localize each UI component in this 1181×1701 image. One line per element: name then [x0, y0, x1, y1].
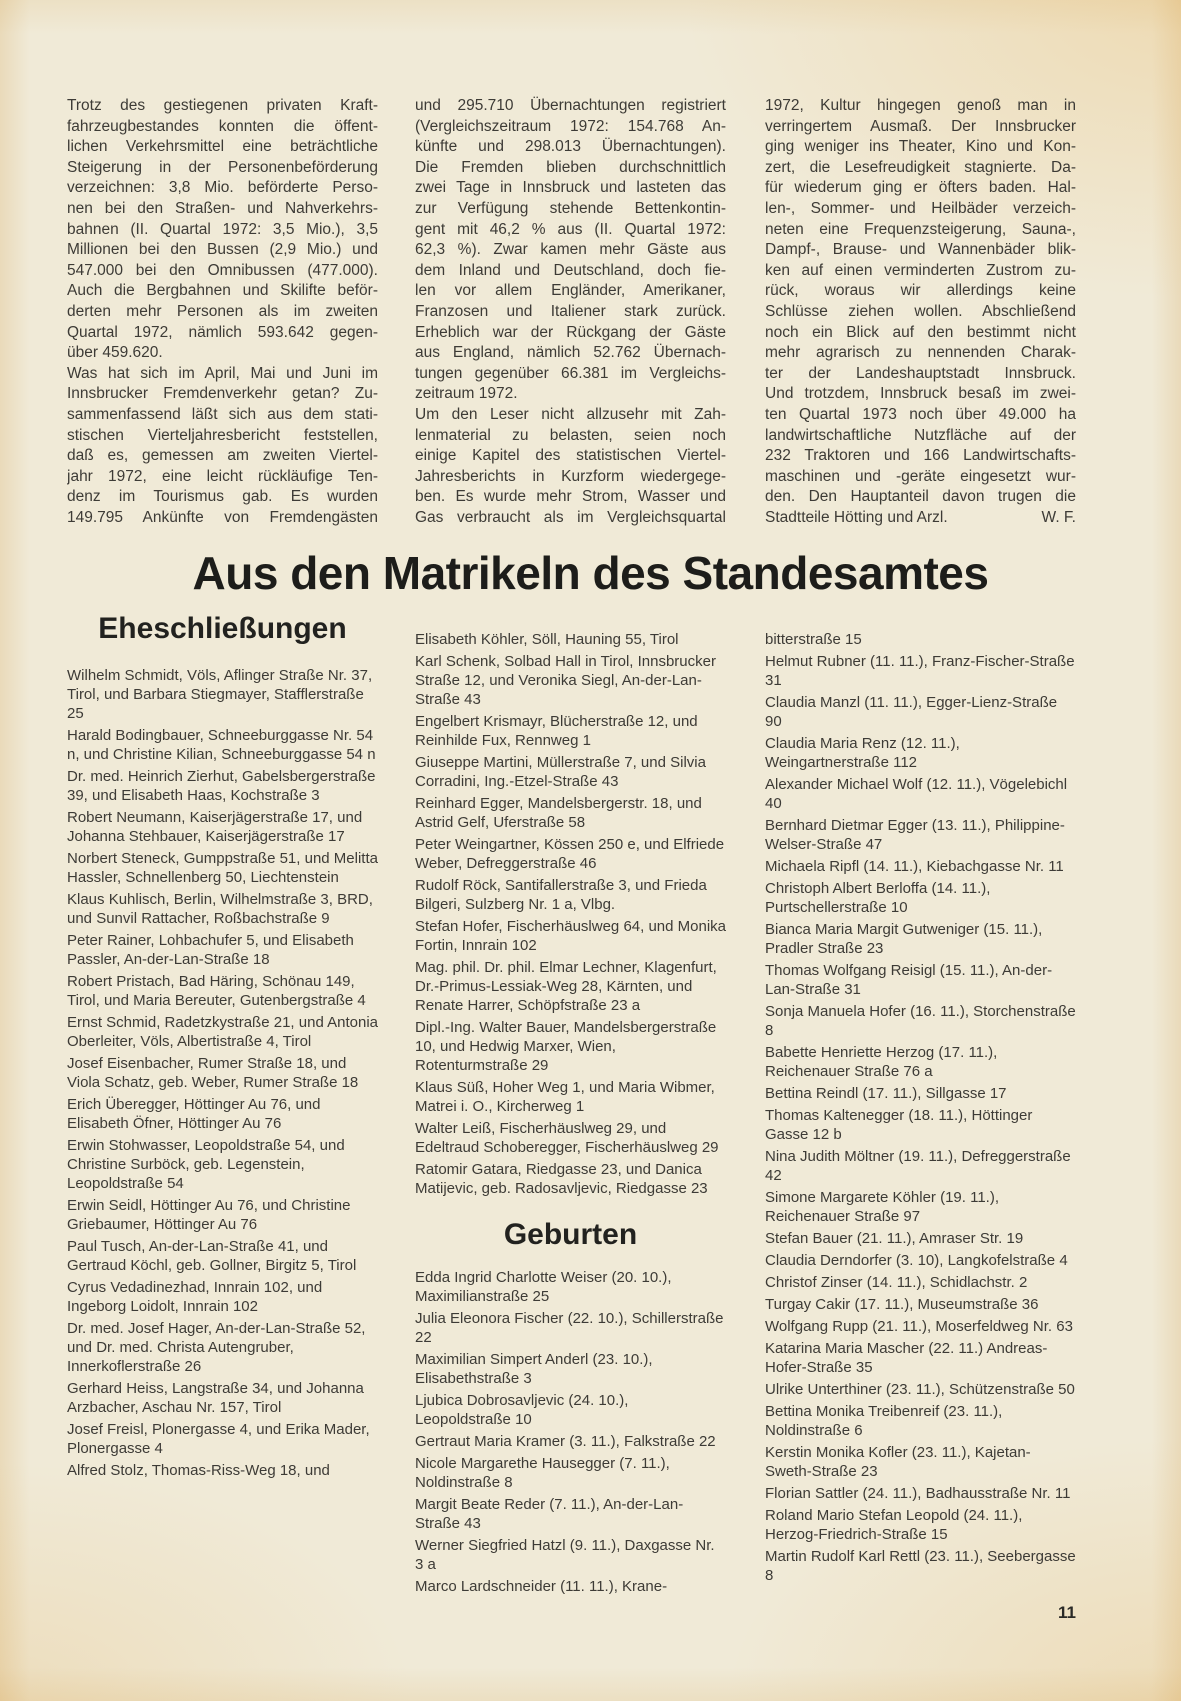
article-column-1	[67, 96, 378, 528]
marriage-entry: Norbert Steneck, Gumppstraße 51, und Melitta Hassler, Schnellenberg 50, Liechtenstein	[67, 850, 378, 886]
article-line: tungen gegenüber 66.381 im Vergleichs-	[415, 364, 726, 382]
marriage-entry: Elisabeth Köhler, Söll, Hauning 55, Tirol	[415, 631, 679, 648]
marriage-entry: Paul Tusch, An-der-Lan-Straße 41, und Gertraud Köchl, geb. Gollner, Birgitz 5, Tirol	[67, 1238, 357, 1274]
article-line: Und trotzdem, Innsbruck besaß im zwei-	[765, 385, 1076, 403]
marriage-entry: Wilhelm Schmidt, Völs, Aflinger Straße Nr. 37, Tirol, und Barbara Stiegmayer, Stafflerstraße 25	[67, 667, 373, 722]
article-line: denz im Tourismus gab. Es wurden	[67, 488, 378, 506]
births-heading: Geburten	[503, 1218, 638, 1251]
article-line: landwirtschaftliche Nutzfläche auf der	[765, 426, 1076, 444]
article-line: 1972, Kultur hingegen genoß man in	[765, 97, 1076, 114]
birth-entry: Christoph Albert Berloffa (14. 11.), Purtschellerstraße 10	[765, 880, 991, 916]
article-line: mehr agrarisch zu nennenden Charak-	[765, 344, 1076, 362]
article-line: zur Verfügung stehende Bettenkontin-	[415, 199, 726, 217]
article-line: Millionen bei den Bussen (2,9 Mio.) und	[67, 241, 378, 259]
birth-entry: Alexander Michael Wolf (12. 11.), Vögelebichl 40	[765, 776, 1068, 812]
birth-entry: Bettina Monika Treibenreif (23. 11.), Noldinstraße 6	[765, 1403, 1003, 1439]
birth-entry: Michaela Ripfl (14. 11.), Kiebachgasse Nr. 11	[765, 858, 1064, 875]
marriage-entry: Peter Rainer, Lohbachufer 5, und Elisabeth Passler, An-der-Lan-Straße 18	[67, 932, 354, 968]
birth-entry: Sonja Manuela Hofer (16. 11.), Storchenstraße 8	[765, 1003, 1076, 1039]
birth-entry: Werner Siegfried Hatzl (9. 11.), Daxgasse Nr. 3 a	[415, 1537, 715, 1573]
birth-entry: Stefan Bauer (21. 11.), Amraser Str. 19	[765, 1230, 1024, 1247]
birth-entry: Edda Ingrid Charlotte Weiser (20. 10.), Maximilianstraße 25	[415, 1269, 672, 1305]
birth-entry: Katarina Maria Mascher (22. 11.) Andreas-Hofer-Straße 35	[765, 1340, 1048, 1376]
marriage-entry: Erwin Stohwasser, Leopoldstraße 54, und Christine Surböck, geb. Legenstein, Leopoldstraße 54	[67, 1137, 345, 1192]
article-line: stischen Vierteljahresbericht feststellen,	[67, 426, 378, 444]
marriage-entry: Alfred Stolz, Thomas-Riss-Weg 18, und	[67, 1462, 330, 1479]
birth-entry: Christof Zinser (14. 11.), Schidlachstr. 2	[765, 1274, 1028, 1291]
article-line: ken auf einen verminderten Zustrom zu-	[765, 261, 1076, 279]
marriage-entry: Ratomir Gatara, Riedgasse 23, und Danica Matijevic, geb. Radosavljevic, Riedgasse 23	[415, 1161, 708, 1197]
article-line: 232 Traktoren und 166 Landwirtschafts-	[765, 447, 1076, 465]
article-line: maschinen und -geräte eingesetzt wur-	[765, 467, 1076, 485]
birth-entry: Nina Judith Möltner (19. 11.), Defreggerstraße 42	[765, 1148, 1071, 1184]
birth-entry: Claudia Derndorfer (3. 10), Langkofelstraße 4	[765, 1252, 1068, 1269]
registry-column-2	[415, 630, 726, 1599]
article-line: 62,3 %). Zwar kamen mehr Gäste aus	[415, 241, 726, 259]
birth-entry: bitterstraße 15	[765, 631, 862, 648]
section-headline: Aus den Matrikeln des Standesamtes	[192, 547, 989, 599]
article-line: derten mehr Personen als im zweiten	[67, 302, 378, 320]
marriage-entry: Walter Leiß, Fischerhäuslweg 29, und Edeltraud Schoberegger, Fischerhäuslweg 29	[415, 1120, 719, 1156]
article-line: und 295.710 Übernachtungen registriert	[415, 97, 726, 114]
page-number: 11	[1058, 1603, 1076, 1622]
article-line: ging weniger ins Theater, Kino und Kon-	[765, 138, 1076, 156]
marriages-list-part1	[67, 666, 378, 1480]
signature-line	[765, 508, 1076, 529]
marriage-entry: Stefan Hofer, Fischerhäuslweg 64, und Monika Fortin, Innrain 102	[415, 918, 727, 954]
marriage-entry: Mag. phil. Dr. phil. Elmar Lechner, Klagenfurt, Dr.-Primus-Lessiak-Weg 28, Kärnten, und Renate Harrer, Schöpfstraße 23 a	[415, 959, 717, 1014]
article-line: ben. Es wurde mehr Strom, Wasser und	[415, 488, 726, 506]
marriage-entry: Dipl.-Ing. Walter Bauer, Mandelsbergerstraße 10, und Hedwig Marxer, Wien, Rotenturmstraße 29	[415, 1019, 717, 1074]
article-line: Um den Leser nicht allzusehr mit Zah-	[415, 405, 726, 423]
article-line: Jahresberichts in Kurzform wiedergege-	[415, 467, 726, 485]
article-line: noch ein Blick auf den bestimmt nicht	[765, 323, 1076, 341]
article-line: (Vergleichszeitraum 1972: 154.768 An-	[415, 117, 726, 135]
birth-entry: Bettina Reindl (17. 11.), Sillgasse 17	[765, 1085, 1007, 1102]
marriage-entry: Josef Freisl, Plonergasse 4, und Erika Mader, Plonergasse 4	[67, 1421, 370, 1457]
marriage-entry: Cyrus Vedadinezhad, Innrain 102, und Ingeborg Loidolt, Innrain 102	[67, 1279, 323, 1315]
marriage-entry: Ernst Schmid, Radetzkystraße 21, und Antonia Oberleiter, Völs, Albertistraße 4, Tirol	[67, 1014, 378, 1050]
article-line: 149.795 Ankünfte von Fremdengästen	[67, 508, 378, 526]
marriage-entry: Erwin Seidl, Höttinger Au 76, und Christine Griebaumer, Höttinger Au 76	[67, 1197, 351, 1233]
article-line: lichen Verkehrsmittel eine beträchtliche	[67, 138, 378, 156]
marriage-entry: Gerhard Heiss, Langstraße 34, und Johanna Arzbacher, Aschau Nr. 157, Tirol	[67, 1380, 364, 1416]
article-line: aus England, nämlich 52.762 Übernach-	[415, 344, 726, 362]
birth-entry: Nicole Margarethe Hausegger (7. 11.), Noldinstraße 8	[415, 1455, 670, 1491]
article-line: jahr 1972, eine leicht rückläufige Ten-	[67, 467, 378, 485]
article-line: dem Inland und Deutschland, doch fie-	[415, 261, 726, 279]
article-line: einige Kapitel des statistischen Viertel-	[415, 447, 726, 465]
birth-entry: Bernhard Dietmar Egger (13. 11.), Philippine-Welser-Straße 47	[765, 817, 1065, 853]
article-line: lenmaterial zu belasten, seien noch	[415, 426, 726, 444]
article-line: daß es, gemessen am zweiten Viertel-	[67, 447, 378, 465]
birth-entry: Julia Eleonora Fischer (22. 10.), Schillerstraße 22	[415, 1310, 724, 1346]
signature-text: Stadtteile Hötting und Arzl.	[765, 508, 948, 526]
article-line: ter der Landeshauptstadt Innsbruck.	[765, 364, 1076, 382]
article-line: rück, woraus wir allerdings keine	[765, 282, 1076, 300]
article-line: Gas verbraucht als im Vergleichsquartal	[415, 508, 726, 526]
birth-entry: Kerstin Monika Kofler (23. 11.), Kajetan-Sweth-Straße 23	[765, 1444, 1031, 1480]
article-line: Auch die Bergbahnen und Skilifte beför-	[67, 282, 378, 300]
marriage-entry: Erich Überegger, Höttinger Au 76, und Elisabeth Öfner, Höttinger Au 76	[67, 1096, 321, 1132]
birth-entry: Helmut Rubner (11. 11.), Franz-Fischer-Straße 31	[765, 653, 1075, 689]
marriage-entry: Josef Eisenbacher, Rumer Straße 18, und Viola Schatz, geb. Weber, Rumer Straße 18	[67, 1055, 359, 1091]
marriages-list-part2	[415, 630, 726, 1198]
article-line: Schlüsse ziehen wollen. Abschließend	[765, 302, 1076, 320]
article-line: verringertem Ausmaß. Der Innsbrucker	[765, 117, 1076, 135]
article-line: über 459.620.	[67, 344, 163, 362]
marriage-entry: Peter Weingartner, Kössen 250 e, und Elfriede Weber, Defreggerstraße 46	[415, 836, 725, 872]
births-list-part1	[415, 1268, 726, 1596]
marriage-entry: Dr. med. Heinrich Zierhut, Gabelsbergerstraße 39, und Elisabeth Haas, Kochstraße 3	[67, 768, 376, 804]
article-line: 547.000 bei den Omnibussen (477.000).	[67, 261, 378, 279]
marriage-entry: Rudolf Röck, Santifallerstraße 3, und Frieda Bilgeri, Sulzberg Nr. 1 a, Vlbg.	[415, 877, 707, 913]
article-line: Quartal 1972, nämlich 593.642 gegen-	[67, 323, 378, 341]
birth-entry: Maximilian Simpert Anderl (23. 10.), Elisabethstraße 3	[415, 1351, 653, 1387]
birth-entry: Claudia Manzl (11. 11.), Egger-Lienz-Straße 90	[765, 694, 1058, 730]
birth-entry: Wolfgang Rupp (21. 11.), Moserfeldweg Nr. 63	[765, 1318, 1073, 1335]
article-line: künfte und 298.013 Übernachtungen).	[415, 138, 726, 156]
birth-entry: Gertraut Maria Kramer (3. 11.), Falkstraße 22	[415, 1433, 716, 1450]
article-line: sammenfassend läßt sich aus dem stati-	[67, 405, 378, 423]
birth-entry: Roland Mario Stefan Leopold (24. 11.), Herzog-Friedrich-Straße 15	[765, 1507, 1023, 1543]
author-initials: W. F.	[1041, 508, 1076, 526]
marriage-entry: Karl Schenk, Solbad Hall in Tirol, Innsbrucker Straße 12, und Veronika Siegl, An-der-Lan-Straße 43	[415, 653, 716, 708]
birth-entry: Ljubica Dobrosavljevic (24. 10.), Leopoldstraße 10	[415, 1392, 629, 1428]
marriage-entry: Reinhard Egger, Mandelsbergerstr. 18, und Astrid Gelf, Uferstraße 58	[415, 795, 702, 831]
article-column-3	[765, 96, 1076, 528]
marriages-heading: Eheschließungen	[98, 612, 347, 645]
article-line: Steigerung in der Personenbeförderung	[67, 158, 378, 176]
marriage-entry: Harald Bodingbauer, Schneeburggasse Nr. 54 n, und Christine Kilian, Schneeburggasse 54 n	[67, 727, 376, 763]
birth-entry: Claudia Maria Renz (12. 11.), Weingartnerstraße 112	[765, 735, 960, 771]
article-line: verzeichnen: 3,8 Mio. beförderte Perso-	[67, 179, 378, 197]
marriage-entry: Klaus Kuhlisch, Berlin, Wilhelmstraße 3, BRD, und Sunvil Rattacher, Roßbachstraße 9	[67, 891, 373, 927]
birth-entry: Margit Beate Reder (7. 11.), An-der-Lan-Straße 43	[415, 1496, 684, 1532]
article-line: den. Den Hauptanteil davon trugen die	[765, 488, 1076, 506]
article-line: Dampf-, Brause- und Wannenbäder blik-	[765, 241, 1076, 259]
marriage-entry: Klaus Süß, Hoher Weg 1, und Maria Wibmer, Matrei i. O., Kircherweg 1	[415, 1079, 715, 1115]
article-column-2	[415, 96, 726, 528]
marriage-entry: Robert Pristach, Bad Häring, Schönau 149, Tirol, und Maria Bereuter, Gutenbergstraße 4	[67, 973, 366, 1009]
marriage-entry: Dr. med. Josef Hager, An-der-Lan-Straße 52, und Dr. med. Christa Autengruber, Innerkoflerstraße 26	[67, 1320, 366, 1375]
article-line: bahnen (II. Quartal 1972: 3,5 Mio.), 3,5	[67, 220, 378, 238]
article-line: zeitraum 1972.	[415, 385, 518, 403]
article-line: zwei Tage in Innsbruck und lasteten das	[415, 179, 726, 197]
birth-entry: Marco Lardschneider (11. 11.), Krane-	[415, 1578, 668, 1595]
article-line: len-, Sommer- und Heilbäder verzeich-	[765, 199, 1076, 217]
article-line: Franzosen und Italiener stark zurück.	[415, 302, 726, 320]
article-line: neten eine Frequenzsteigerung, Sauna-,	[765, 220, 1076, 238]
birth-entry: Simone Margarete Köhler (19. 11.), Reichenauer Straße 97	[765, 1189, 1000, 1225]
article-line: nen bei den Straßen- und Nahverkehrs-	[67, 199, 378, 217]
article-line: Innsbrucker Fremdenverkehr getan? Zu-	[67, 385, 378, 403]
article-line: für wiederum ging er öfters baden. Hal-	[765, 179, 1076, 197]
registry-column-1	[67, 612, 378, 1483]
birth-entry: Florian Sattler (24. 11.), Badhausstraße Nr. 11	[765, 1485, 1071, 1502]
marriage-entry: Robert Neumann, Kaiserjägerstraße 17, und Johanna Stehbauer, Kaiserjägerstraße 17	[67, 809, 363, 845]
birth-entry: Babette Henriette Herzog (17. 11.), Reichenauer Straße 76 a	[765, 1044, 998, 1080]
birth-entry: Thomas Kaltenegger (18. 11.), Höttinger Gasse 12 b	[765, 1107, 1033, 1143]
article-line: ten Quartal 1973 noch über 49.000 ha	[765, 405, 1076, 423]
article-line: gent mit 46,2 % aus (II. Quartal 1972:	[415, 220, 726, 238]
marriage-entry: Engelbert Krismayr, Blücherstraße 12, und Reinhilde Fux, Rennweg 1	[415, 713, 698, 749]
article-line: Was hat sich im April, Mai und Juni im	[67, 364, 378, 382]
article-line: len vor allem Engländer, Amerikaner,	[415, 282, 726, 300]
births-list-part2	[765, 630, 1076, 1585]
article-line: Die Fremden blieben durchschnittlich	[415, 158, 726, 176]
birth-entry: Bianca Maria Margit Gutweniger (15. 11.), Pradler Straße 23	[765, 921, 1043, 957]
article-line: Erheblich war der Rückgang der Gäste	[415, 323, 726, 341]
registry-column-3	[765, 630, 1076, 1588]
article-line: fahrzeugbestandes konnten die öffent-	[67, 117, 378, 135]
birth-entry: Martin Rudolf Karl Rettl (23. 11.), Seebergasse 8	[765, 1548, 1076, 1584]
birth-entry: Turgay Cakir (17. 11.), Museumstraße 36	[765, 1296, 1039, 1313]
marriage-entry: Giuseppe Martini, Müllerstraße 7, und Silvia Corradini, Ing.-Etzel-Straße 43	[415, 754, 706, 790]
article-line: zert, die Lesefreudigkeit stagnierte. Da-	[765, 158, 1076, 176]
birth-entry: Ulrike Unterthiner (23. 11.), Schützenstraße 50	[765, 1381, 1075, 1398]
birth-entry: Thomas Wolfgang Reisigl (15. 11.), An-der-Lan-Straße 31	[765, 962, 1053, 998]
article-line: Trotz des gestiegenen privaten Kraft-	[67, 97, 378, 114]
